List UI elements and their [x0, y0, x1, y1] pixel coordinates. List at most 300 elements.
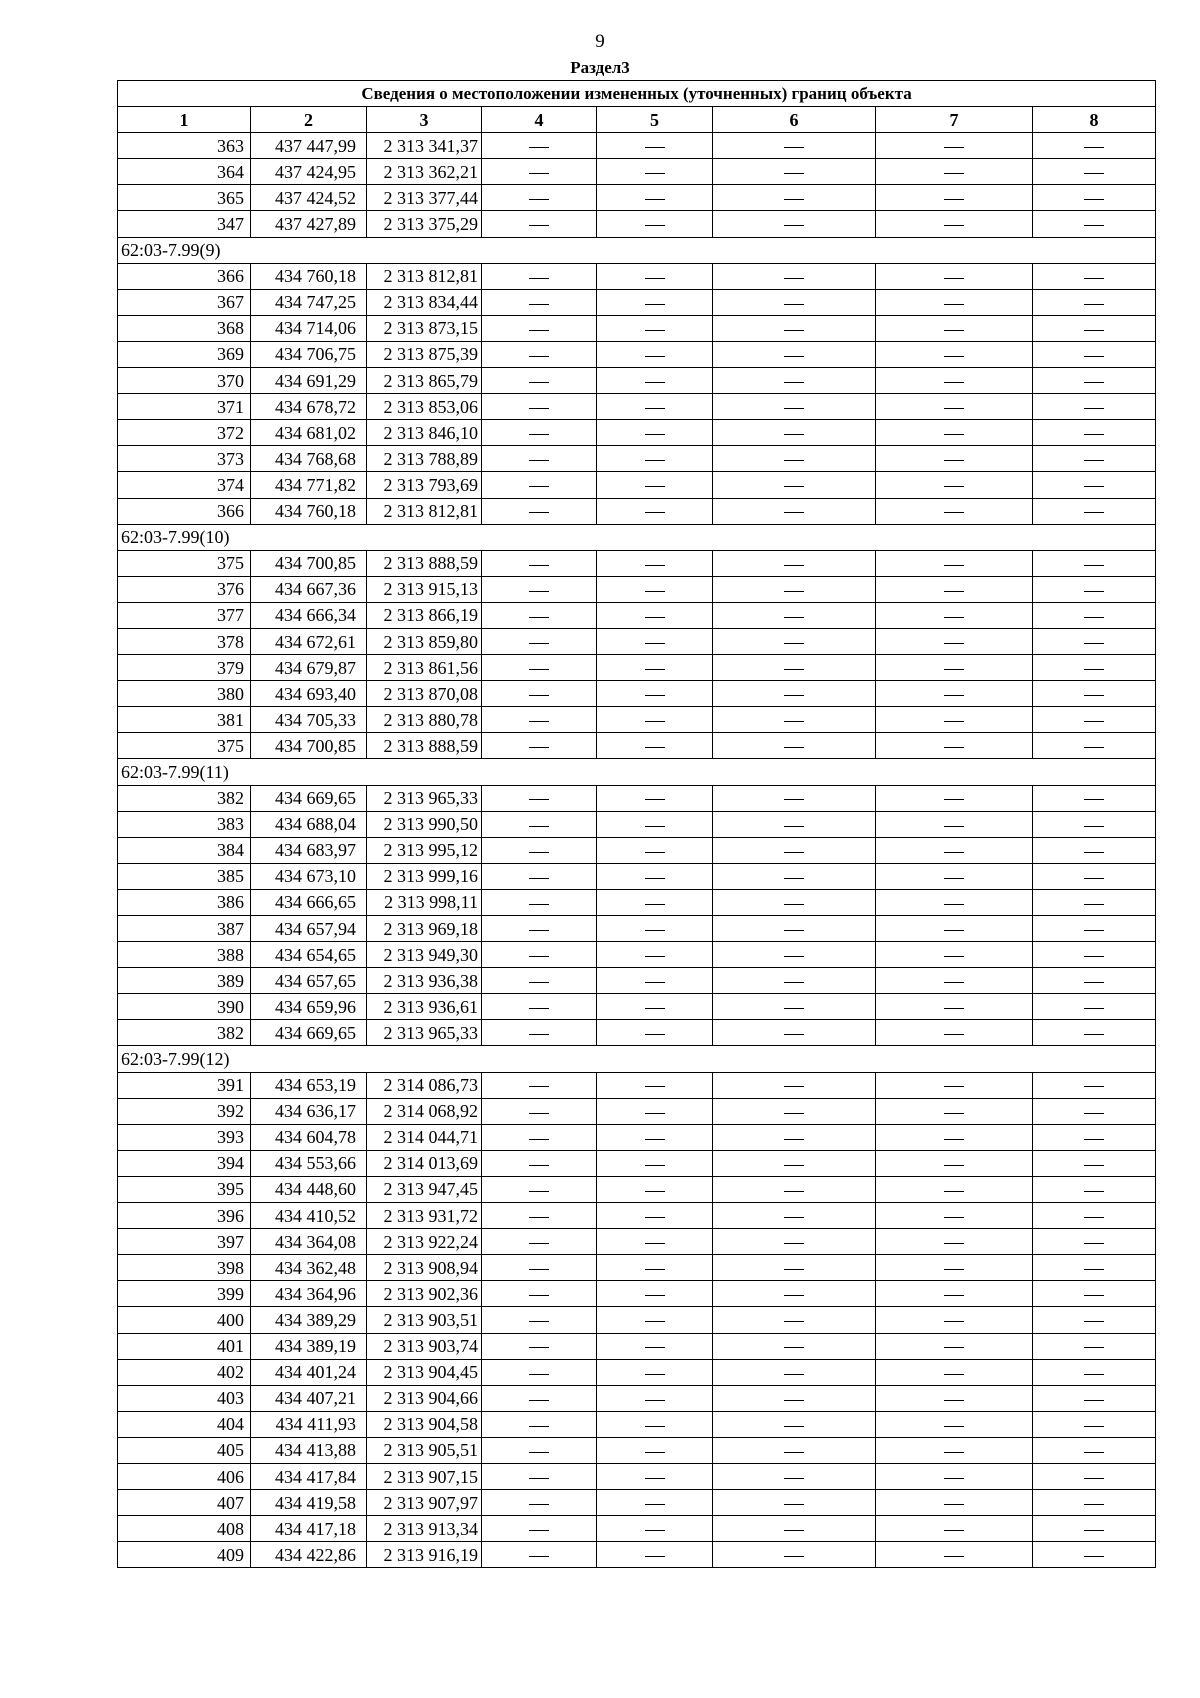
- empty-cell-col-8: [1033, 655, 1156, 681]
- dash-mark: [529, 1400, 549, 1401]
- dash-mark: [1084, 695, 1104, 696]
- coordinate-x: 434 389,19: [251, 1333, 367, 1359]
- empty-cell-col-6: [713, 1020, 876, 1046]
- dash-mark: [645, 1504, 665, 1505]
- table-row: [118, 968, 1156, 994]
- coordinate-x: 434 604,78: [251, 1124, 367, 1150]
- table-row: [118, 211, 1156, 237]
- dash-mark: [1084, 1269, 1104, 1270]
- dash-mark: [529, 1191, 549, 1192]
- dash-mark: [645, 799, 665, 800]
- dash-mark: [645, 1426, 665, 1427]
- empty-cell-col-7: [876, 1150, 1033, 1176]
- empty-cell-col-8: [1033, 159, 1156, 185]
- point-number: 366: [118, 498, 251, 524]
- empty-cell-col-7: [876, 446, 1033, 472]
- dash-mark: [944, 565, 964, 566]
- empty-cell-col-6: [713, 785, 876, 811]
- empty-cell-col-4: [482, 368, 597, 394]
- point-number: 395: [118, 1176, 251, 1202]
- point-number: 402: [118, 1359, 251, 1385]
- empty-cell-col-5: [597, 1307, 713, 1333]
- coordinate-y: 2 313 903,51: [367, 1307, 482, 1333]
- empty-cell-col-5: [597, 681, 713, 707]
- empty-cell-col-7: [876, 1542, 1033, 1568]
- empty-cell-col-7: [876, 785, 1033, 811]
- dash-mark: [944, 1269, 964, 1270]
- empty-cell-col-8: [1033, 1203, 1156, 1229]
- dash-mark: [784, 1008, 804, 1009]
- empty-cell-col-4: [482, 1411, 597, 1437]
- dash-mark: [944, 1400, 964, 1401]
- dash-mark: [944, 486, 964, 487]
- dash-mark: [645, 904, 665, 905]
- table-row: [118, 1203, 1156, 1229]
- coordinate-x: 434 693,40: [251, 681, 367, 707]
- dash-mark: [784, 225, 804, 226]
- empty-cell-col-8: [1033, 368, 1156, 394]
- dash-mark: [529, 982, 549, 983]
- empty-cell-col-5: [597, 655, 713, 681]
- point-number: 403: [118, 1385, 251, 1411]
- dash-mark: [1084, 956, 1104, 957]
- empty-cell-col-4: [482, 185, 597, 211]
- empty-cell-col-8: [1033, 1281, 1156, 1307]
- table-row: [118, 576, 1156, 602]
- table-row: [118, 394, 1156, 420]
- dash-mark: [529, 1243, 549, 1244]
- empty-cell-col-8: [1033, 681, 1156, 707]
- empty-cell-col-8: [1033, 1255, 1156, 1281]
- column-header-5: 5: [597, 107, 713, 133]
- empty-cell-col-8: [1033, 602, 1156, 628]
- empty-cell-col-5: [597, 1490, 713, 1516]
- empty-cell-col-6: [713, 1542, 876, 1568]
- empty-cell-col-8: [1033, 1411, 1156, 1437]
- empty-cell-col-7: [876, 550, 1033, 576]
- empty-cell-col-8: [1033, 211, 1156, 237]
- point-number: 385: [118, 863, 251, 889]
- dash-mark: [944, 434, 964, 435]
- dash-mark: [645, 173, 665, 174]
- dash-mark: [645, 1034, 665, 1035]
- dash-mark: [1084, 1556, 1104, 1557]
- empty-cell-col-6: [713, 550, 876, 576]
- dash-mark: [645, 147, 665, 148]
- dash-mark: [1084, 460, 1104, 461]
- empty-cell-col-5: [597, 1516, 713, 1542]
- dash-mark: [529, 826, 549, 827]
- empty-cell-col-8: [1033, 1150, 1156, 1176]
- empty-cell-col-7: [876, 133, 1033, 159]
- dash-mark: [944, 199, 964, 200]
- empty-cell-col-4: [482, 1098, 597, 1124]
- dash-mark: [529, 591, 549, 592]
- table-row: [118, 315, 1156, 341]
- dash-mark: [944, 1165, 964, 1166]
- empty-cell-col-5: [597, 942, 713, 968]
- empty-cell-col-5: [597, 289, 713, 315]
- table-row: [118, 889, 1156, 915]
- dash-mark: [529, 852, 549, 853]
- dash-mark: [1084, 147, 1104, 148]
- empty-cell-col-8: [1033, 420, 1156, 446]
- coordinate-y: 2 313 904,66: [367, 1385, 482, 1411]
- dash-mark: [944, 225, 964, 226]
- empty-cell-col-5: [597, 315, 713, 341]
- empty-cell-col-6: [713, 707, 876, 733]
- dash-mark: [1084, 930, 1104, 931]
- coordinate-y: 2 313 888,59: [367, 550, 482, 576]
- dash-mark: [529, 1452, 549, 1453]
- dash-mark: [645, 1191, 665, 1192]
- dash-mark: [529, 173, 549, 174]
- coordinate-y: 2 313 888,59: [367, 733, 482, 759]
- coordinate-x: 434 422,86: [251, 1542, 367, 1568]
- empty-cell-col-7: [876, 1437, 1033, 1463]
- point-number: 409: [118, 1542, 251, 1568]
- coordinate-y: 2 314 044,71: [367, 1124, 482, 1150]
- dash-mark: [944, 669, 964, 670]
- coordinate-x: 434 669,65: [251, 1020, 367, 1046]
- coordinate-x: 434 688,04: [251, 811, 367, 837]
- dash-mark: [1084, 225, 1104, 226]
- empty-cell-col-8: [1033, 628, 1156, 654]
- empty-cell-col-5: [597, 1072, 713, 1098]
- empty-cell-col-6: [713, 159, 876, 185]
- empty-cell-col-4: [482, 1359, 597, 1385]
- table-row: [118, 289, 1156, 315]
- coordinate-y: 2 314 068,92: [367, 1098, 482, 1124]
- dash-mark: [529, 1478, 549, 1479]
- coordinates-table: [117, 80, 1156, 1568]
- dash-mark: [529, 1113, 549, 1114]
- empty-cell-col-4: [482, 1229, 597, 1255]
- empty-cell-col-5: [597, 446, 713, 472]
- dash-mark: [1084, 1217, 1104, 1218]
- empty-cell-col-4: [482, 420, 597, 446]
- empty-cell-col-4: [482, 133, 597, 159]
- column-header-8: 8: [1033, 107, 1156, 133]
- dash-mark: [1084, 982, 1104, 983]
- point-number: 365: [118, 185, 251, 211]
- empty-cell-col-5: [597, 628, 713, 654]
- dash-mark: [529, 799, 549, 800]
- coordinate-x: 434 700,85: [251, 733, 367, 759]
- coordinate-y: 2 313 936,61: [367, 994, 482, 1020]
- dash-mark: [529, 1347, 549, 1348]
- table-row: [118, 341, 1156, 367]
- page-number: 9: [595, 31, 605, 52]
- dash-mark: [1084, 408, 1104, 409]
- empty-cell-col-7: [876, 602, 1033, 628]
- coordinate-x: 434 747,25: [251, 289, 367, 315]
- empty-cell-col-4: [482, 341, 597, 367]
- dash-mark: [944, 408, 964, 409]
- empty-cell-col-4: [482, 733, 597, 759]
- empty-cell-col-7: [876, 942, 1033, 968]
- coordinate-x: 434 553,66: [251, 1150, 367, 1176]
- dash-mark: [529, 434, 549, 435]
- dash-mark: [1084, 1530, 1104, 1531]
- dash-mark: [784, 1374, 804, 1375]
- coordinate-y: 2 313 812,81: [367, 498, 482, 524]
- coordinate-y: 2 313 913,34: [367, 1516, 482, 1542]
- empty-cell-col-7: [876, 1203, 1033, 1229]
- dash-mark: [784, 304, 804, 305]
- table-row: [118, 1229, 1156, 1255]
- column-header-row: [118, 107, 1156, 133]
- dash-mark: [645, 434, 665, 435]
- dash-mark: [1084, 799, 1104, 800]
- empty-cell-col-5: [597, 1411, 713, 1437]
- dash-mark: [529, 1321, 549, 1322]
- dash-mark: [529, 1034, 549, 1035]
- dash-mark: [784, 512, 804, 513]
- dash-mark: [645, 617, 665, 618]
- empty-cell-col-6: [713, 1411, 876, 1437]
- empty-cell-col-4: [482, 159, 597, 185]
- empty-cell-col-4: [482, 628, 597, 654]
- dash-mark: [944, 747, 964, 748]
- coordinate-x: 437 447,99: [251, 133, 367, 159]
- coordinate-x: 434 364,08: [251, 1229, 367, 1255]
- dash-mark: [944, 1374, 964, 1375]
- coordinate-x: 434 657,94: [251, 916, 367, 942]
- empty-cell-col-5: [597, 211, 713, 237]
- dash-mark: [1084, 1400, 1104, 1401]
- empty-cell-col-8: [1033, 315, 1156, 341]
- table-row: [118, 1411, 1156, 1437]
- coordinate-x: 434 653,19: [251, 1072, 367, 1098]
- dash-mark: [784, 1139, 804, 1140]
- dash-mark: [645, 382, 665, 383]
- point-number: 380: [118, 681, 251, 707]
- empty-cell-col-4: [482, 916, 597, 942]
- dash-mark: [944, 878, 964, 879]
- coordinate-y: 2 313 834,44: [367, 289, 482, 315]
- point-number: 370: [118, 368, 251, 394]
- empty-cell-col-7: [876, 733, 1033, 759]
- dash-mark: [1084, 304, 1104, 305]
- coordinate-x: 434 681,02: [251, 420, 367, 446]
- empty-cell-col-7: [876, 1281, 1033, 1307]
- point-number: 373: [118, 446, 251, 472]
- point-number: 388: [118, 942, 251, 968]
- point-number: 400: [118, 1307, 251, 1333]
- empty-cell-col-6: [713, 811, 876, 837]
- empty-cell-col-7: [876, 159, 1033, 185]
- dash-mark: [645, 643, 665, 644]
- empty-cell-col-4: [482, 1490, 597, 1516]
- dash-mark: [1084, 382, 1104, 383]
- empty-cell-col-7: [876, 185, 1033, 211]
- empty-cell-col-6: [713, 655, 876, 681]
- empty-cell-col-5: [597, 1150, 713, 1176]
- empty-cell-col-6: [713, 1176, 876, 1202]
- point-number: 384: [118, 837, 251, 863]
- dash-mark: [944, 591, 964, 592]
- empty-cell-col-5: [597, 1542, 713, 1568]
- empty-cell-col-4: [482, 994, 597, 1020]
- table-row: [118, 550, 1156, 576]
- table-row: [118, 1307, 1156, 1333]
- dash-mark: [944, 799, 964, 800]
- empty-cell-col-6: [713, 1072, 876, 1098]
- empty-cell-col-5: [597, 916, 713, 942]
- coordinate-y: 2 313 846,10: [367, 420, 482, 446]
- dash-mark: [1084, 826, 1104, 827]
- dash-mark: [944, 904, 964, 905]
- empty-cell-col-7: [876, 368, 1033, 394]
- point-number: 397: [118, 1229, 251, 1255]
- dash-mark: [529, 460, 549, 461]
- dash-mark: [645, 1400, 665, 1401]
- coordinate-x: 434 673,10: [251, 863, 367, 889]
- empty-cell-col-8: [1033, 1020, 1156, 1046]
- dash-mark: [529, 1008, 549, 1009]
- dash-mark: [784, 1243, 804, 1244]
- empty-cell-col-6: [713, 889, 876, 915]
- dash-mark: [944, 1008, 964, 1009]
- table-row: [118, 1281, 1156, 1307]
- table-row: [118, 628, 1156, 654]
- coordinate-y: 2 313 853,06: [367, 394, 482, 420]
- empty-cell-col-7: [876, 889, 1033, 915]
- point-number: 375: [118, 550, 251, 576]
- empty-cell-col-4: [482, 707, 597, 733]
- coordinate-y: 2 313 362,21: [367, 159, 482, 185]
- coordinate-x: 434 362,48: [251, 1255, 367, 1281]
- empty-cell-col-7: [876, 576, 1033, 602]
- dash-mark: [1084, 1165, 1104, 1166]
- empty-cell-col-5: [597, 341, 713, 367]
- table-row: [118, 733, 1156, 759]
- dash-mark: [1084, 1374, 1104, 1375]
- coordinate-x: 434 691,29: [251, 368, 367, 394]
- dash-mark: [784, 1400, 804, 1401]
- dash-mark: [529, 643, 549, 644]
- dash-mark: [645, 878, 665, 879]
- empty-cell-col-5: [597, 263, 713, 289]
- empty-cell-col-4: [482, 863, 597, 889]
- dash-mark: [645, 669, 665, 670]
- dash-mark: [645, 486, 665, 487]
- dash-mark: [944, 1530, 964, 1531]
- dash-mark: [645, 1478, 665, 1479]
- coordinate-x: 434 419,58: [251, 1490, 367, 1516]
- empty-cell-col-5: [597, 1229, 713, 1255]
- dash-mark: [645, 304, 665, 305]
- empty-cell-col-5: [597, 707, 713, 733]
- empty-cell-col-5: [597, 1203, 713, 1229]
- dash-mark: [784, 721, 804, 722]
- dash-mark: [784, 173, 804, 174]
- coordinate-x: 437 424,52: [251, 185, 367, 211]
- coordinate-y: 2 313 915,13: [367, 576, 482, 602]
- empty-cell-col-7: [876, 863, 1033, 889]
- dash-mark: [645, 199, 665, 200]
- dash-mark: [784, 1034, 804, 1035]
- dash-mark: [784, 486, 804, 487]
- empty-cell-col-5: [597, 185, 713, 211]
- empty-cell-col-8: [1033, 863, 1156, 889]
- empty-cell-col-6: [713, 1150, 876, 1176]
- empty-cell-col-6: [713, 315, 876, 341]
- empty-cell-col-8: [1033, 1385, 1156, 1411]
- dash-mark: [645, 826, 665, 827]
- empty-cell-col-6: [713, 837, 876, 863]
- dash-mark: [645, 278, 665, 279]
- dash-mark: [529, 878, 549, 879]
- dash-mark: [1084, 669, 1104, 670]
- dash-mark: [529, 225, 549, 226]
- empty-cell-col-4: [482, 1176, 597, 1202]
- table-row: [118, 1542, 1156, 1568]
- dash-mark: [784, 1478, 804, 1479]
- group-label: 62:03-7.99(10): [118, 524, 1156, 550]
- dash-mark: [784, 147, 804, 148]
- dash-mark: [645, 1139, 665, 1140]
- empty-cell-col-4: [482, 498, 597, 524]
- column-header-1: 1: [118, 107, 251, 133]
- empty-cell-col-4: [482, 1307, 597, 1333]
- dash-mark: [944, 1478, 964, 1479]
- dash-mark: [784, 982, 804, 983]
- coordinate-y: 2 313 873,15: [367, 315, 482, 341]
- dash-mark: [1084, 512, 1104, 513]
- dash-mark: [1084, 199, 1104, 200]
- dash-mark: [1084, 878, 1104, 879]
- empty-cell-col-8: [1033, 1437, 1156, 1463]
- table-row: [118, 472, 1156, 498]
- dash-mark: [944, 617, 964, 618]
- dash-mark: [944, 173, 964, 174]
- table-row: [118, 707, 1156, 733]
- empty-cell-col-8: [1033, 341, 1156, 367]
- dash-mark: [784, 878, 804, 879]
- empty-cell-col-7: [876, 1255, 1033, 1281]
- empty-cell-col-6: [713, 1385, 876, 1411]
- dash-mark: [1084, 1321, 1104, 1322]
- coordinate-y: 2 313 931,72: [367, 1203, 482, 1229]
- dash-mark: [944, 278, 964, 279]
- table-row: [118, 446, 1156, 472]
- dash-mark: [529, 1165, 549, 1166]
- dash-mark: [1084, 356, 1104, 357]
- empty-cell-col-8: [1033, 498, 1156, 524]
- coordinate-y: 2 313 859,80: [367, 628, 482, 654]
- dash-mark: [1084, 747, 1104, 748]
- dash-mark: [944, 356, 964, 357]
- dash-mark: [944, 1217, 964, 1218]
- dash-mark: [784, 1452, 804, 1453]
- point-number: 394: [118, 1150, 251, 1176]
- dash-mark: [944, 330, 964, 331]
- dash-mark: [944, 1321, 964, 1322]
- column-header-4: 4: [482, 107, 597, 133]
- dash-mark: [529, 356, 549, 357]
- point-number: 372: [118, 420, 251, 446]
- coordinate-x: 434 657,65: [251, 968, 367, 994]
- empty-cell-col-5: [597, 550, 713, 576]
- empty-cell-col-5: [597, 498, 713, 524]
- coordinate-y: 2 313 904,58: [367, 1411, 482, 1437]
- point-number: 391: [118, 1072, 251, 1098]
- coordinate-x: 434 636,17: [251, 1098, 367, 1124]
- coordinate-x: 434 706,75: [251, 341, 367, 367]
- empty-cell-col-7: [876, 1124, 1033, 1150]
